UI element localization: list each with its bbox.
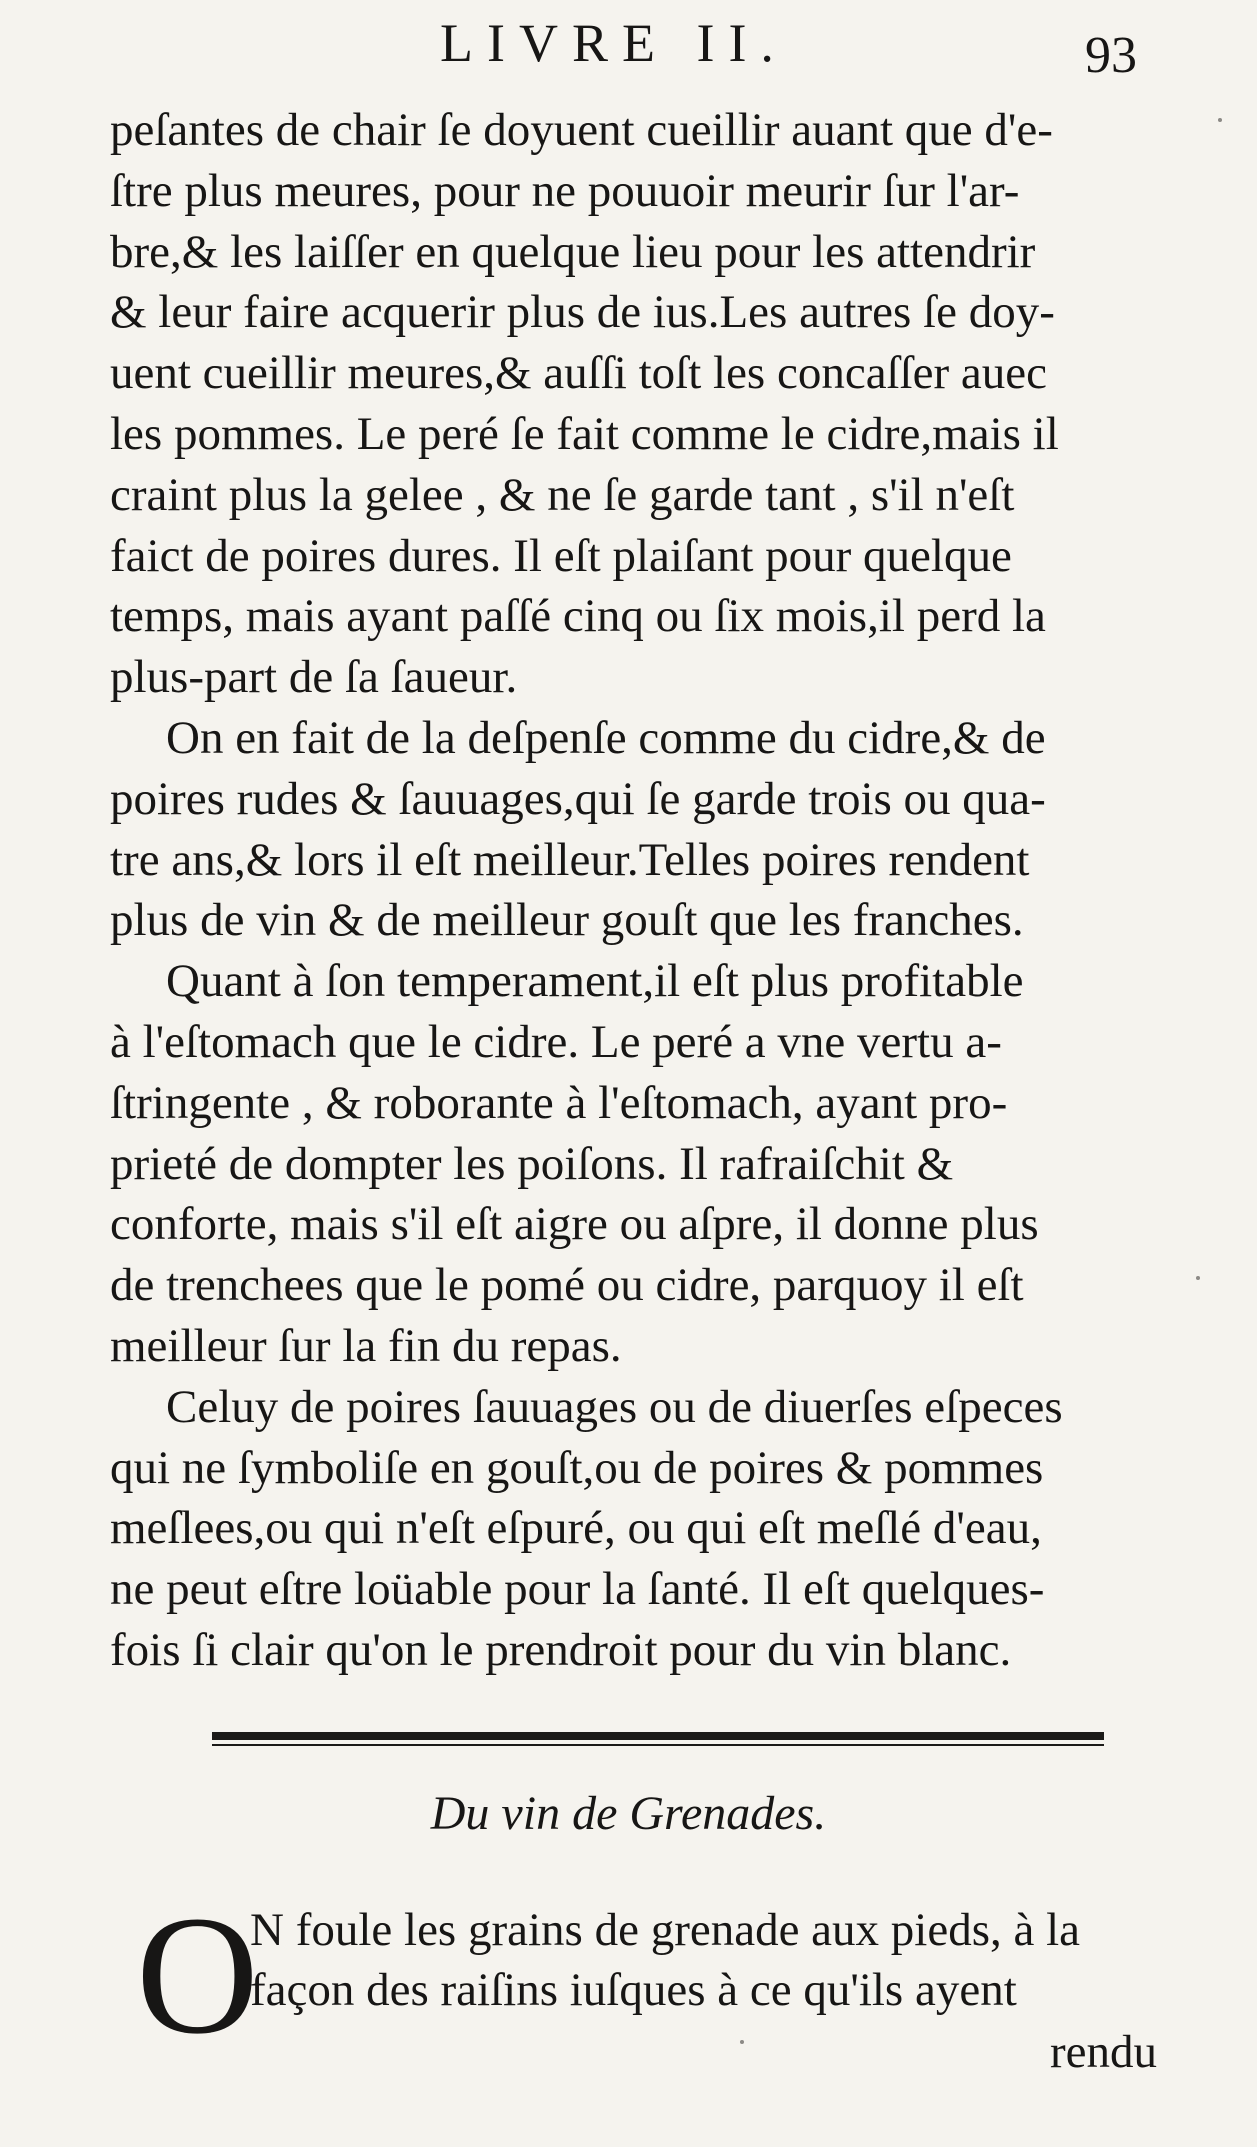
text-line: les pommes. Le peré ſe fait comme le cidre,mais il — [110, 407, 1059, 460]
section-paragraph — [250, 1900, 1180, 2020]
text-line: uent cueillir meures,& auſſi toſt les concaſſer auec — [110, 347, 1048, 400]
paper-speck — [1218, 118, 1222, 122]
text-line: ne peut eſtre loüable pour la ſanté. Il eſt quelques- — [110, 1563, 1045, 1616]
text-line: & leur faire acquerir plus de ius.Les autres ſe doy- — [110, 286, 1055, 339]
text-line: à l'eſtomach que le cidre. Le peré a vne vertu a- — [110, 1015, 1002, 1068]
text-line: poires rudes & ſauuages,qui ſe garde trois ou qua- — [110, 772, 1046, 825]
section-title: Du vin de Grenades. — [430, 1787, 827, 1840]
body-text — [110, 100, 1170, 1681]
text-line: prieté de dompter les poiſons. Il rafraiſchit & — [110, 1137, 954, 1190]
drop-cap: O — [136, 1881, 259, 2069]
text-line: plus-part de ſa ſaueur. — [110, 651, 518, 704]
text-line: peſantes de chair ſe doyuent cueillir auant que d'e- — [110, 104, 1053, 156]
text-line: ſtringente , & roborante à l'eſtomach, ayant pro- — [110, 1076, 1008, 1129]
page-number: 93 — [1085, 27, 1137, 84]
text-line: craint plus la gelee , & ne ſe garde tant , s'il n'eſt — [110, 468, 1015, 521]
text-line: N foule les grains de grenade aux pieds, à la — [250, 1904, 1081, 1956]
text-line: meſlees,ou qui n'eſt eſpuré, ou qui eſt meſlé d'eau, — [110, 1502, 1042, 1555]
running-head: LIVRE II. — [440, 13, 788, 73]
text-line: Celuy de poires ſauuages ou de diuerſes eſpeces — [166, 1380, 1063, 1433]
text-line: façon des raiſins iuſques à ce qu'ils ayent — [250, 1964, 1017, 2016]
text-line: plus de vin & de meilleur gouſt que les franches. — [110, 894, 1024, 947]
text-line: meilleur ſur la fin du repas. — [110, 1319, 622, 1372]
paper-speck — [1196, 1276, 1200, 1280]
text-line: faict de poires dures. Il eſt plaiſant pour quelque — [110, 529, 1012, 582]
text-line: qui ne ſymboliſe en gouſt,ou de poires & pommes — [110, 1441, 1044, 1494]
text-line: fois ſi clair qu'on le prendroit pour du vin blanc. — [110, 1623, 1012, 1676]
section-divider-rule — [212, 1732, 1104, 1746]
text-line: tre ans,& lors il eſt meilleur.Telles poires rendent — [110, 833, 1030, 886]
text-line: conforte, mais s'il eſt aigre ou aſpre, il donne plus — [110, 1198, 1039, 1251]
text-line: temps, mais ayant paſſé cinq ou ſix mois,il perd la — [110, 590, 1046, 643]
text-line: ſtre plus meures, pour ne pouuoir meurir ſur l'ar- — [110, 164, 1020, 217]
text-line: Quant à ſon temperament,il eſt plus profitable — [166, 955, 1024, 1008]
text-line: bre,& les laiſſer en quelque lieu pour les attendrir — [110, 225, 1036, 278]
text-line: On en fait de la deſpenſe comme du cidre,& de — [166, 711, 1046, 764]
text-line: de trenchees que le pomé ou cidre, parquoy il eſt — [110, 1259, 1024, 1312]
paper-speck — [740, 2040, 744, 2044]
catchword: rendu — [1050, 2026, 1158, 2078]
